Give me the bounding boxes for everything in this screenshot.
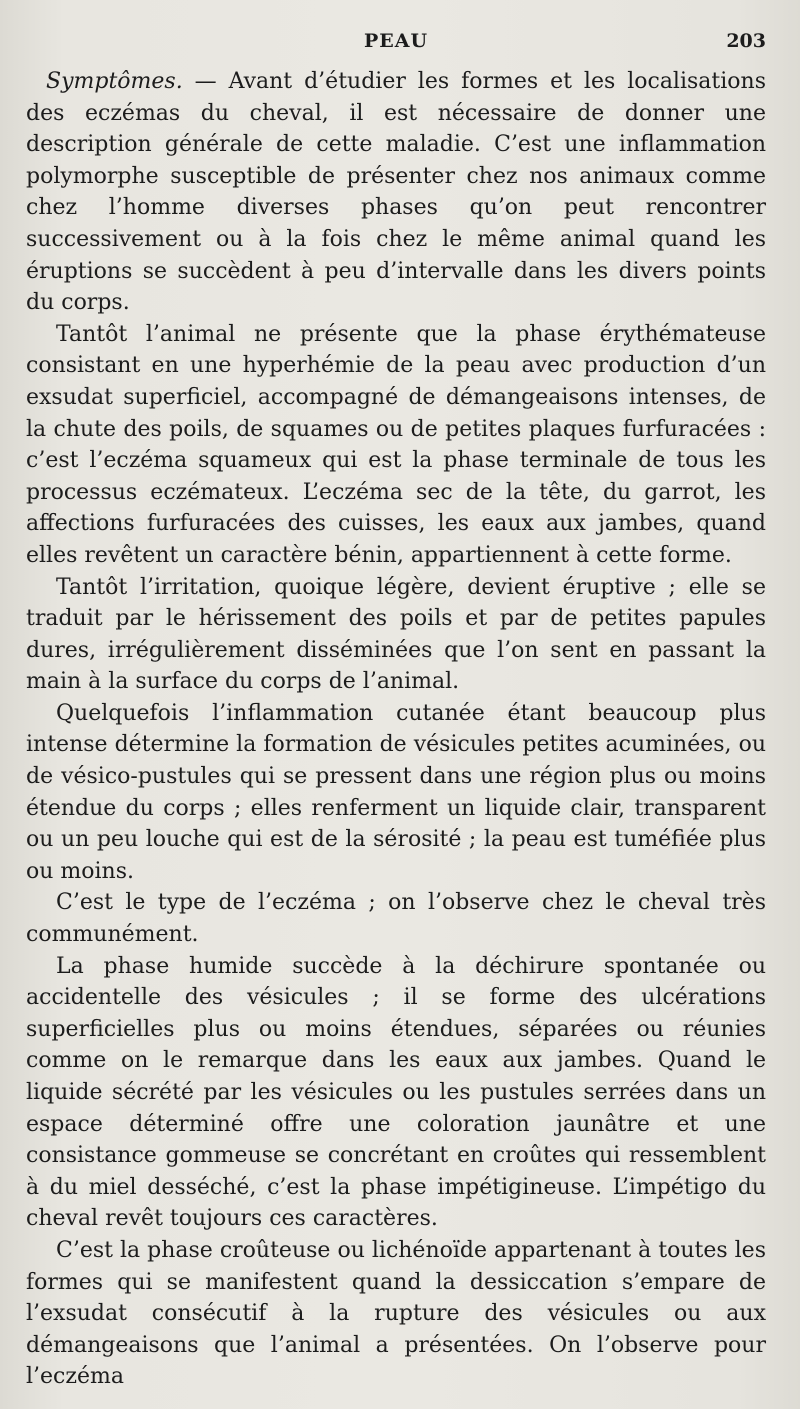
paragraph-irritation-eruptive: Tantôt l’irritation, quoique légère, devient éruptive ; elle se traduit par le hérissement des poils et par de petites papules dures, irrégulièrement disséminées que l’on sent en passant la main à la surface du corps de l’animal. <box>26 574 766 695</box>
paragraph-phase-erythemateuse: Tantôt l’animal ne présente que la phase érythémateuse consistant en une hyperhémie de la peau avec production d’un exsudat superficiel, accompagné de démangeaisons intenses, de la chute des poils, de squames ou de petites plaques furfuracées : c’est l’eczéma squameux qui est la phase terminale de tous les processus eczémateux. L’eczéma sec de la tête, du garrot, les affections furfuracées des cuisses, les eaux aux jambes, quand elles revêtent un caractère bénin, appartiennent à cette forme. <box>26 321 766 568</box>
running-title: PEAU <box>363 30 429 52</box>
paragraph-symptomes <box>26 66 766 319</box>
paragraph-vesicules: Quelquefois l’inflammation cutanée étant beaucoup plus intense détermine la formation de vésicules petites acuminées, ou de vésico-pustules qui se pressent dans une région plus ou moins étendue du corps ; elles renferment un liquide clair, transparent ou un peu louche qui est de la sérosité ; la peau est tuméfiée plus ou moins. <box>26 700 766 884</box>
paragraph-phase-humide: La phase humide succède à la déchirure spontanée ou accidentelle des vésicules ; il se forme des ulcérations superficielles plus ou moins étendues, séparées ou réunies comme on le remarque dans les eaux aux jambes. Quand le liquide sécrété par les vésicules ou les pustules serrées dans un espace déterminé offre une coloration jaunâtre et une consistance gommeuse se concrétant en croûtes qui ressemblent à du miel desséché, c’est la phase impétigineuse. L’impétigo du cheval revêt toujours ces caractères. <box>26 953 766 1232</box>
body-text <box>26 66 766 1393</box>
running-head <box>26 30 766 60</box>
paragraph-text: — Avant d’étudier les formes et les localisations des eczémas du cheval, il est nécessaire de donner une description générale de cette maladie. C’est une inflammation polymorphe susceptible de présenter chez nos animaux comme chez l’homme diverses phases qu’on peut rencontrer successivement ou à la fois chez le même animal quand les éruptions se succèdent à peu d’intervalle dans les divers points du corps. <box>26 69 766 316</box>
paragraph-type-eczema: C’est le type de l’eczéma ; on l’observe chez le cheval très communément. <box>26 890 766 948</box>
section-label: Symptômes. <box>46 69 183 94</box>
page-number: 203 <box>726 30 766 52</box>
paragraph-phase-crouteuse: C’est la phase croûteuse ou lichénoïde appartenant à toutes les formes qui se manifestent quand la dessiccation s’empare de l’exsudat consécutif à la rupture des vésicules ou aux démangeaisons que l’animal a présentées. On l’observe pour l’eczéma <box>26 1237 766 1390</box>
